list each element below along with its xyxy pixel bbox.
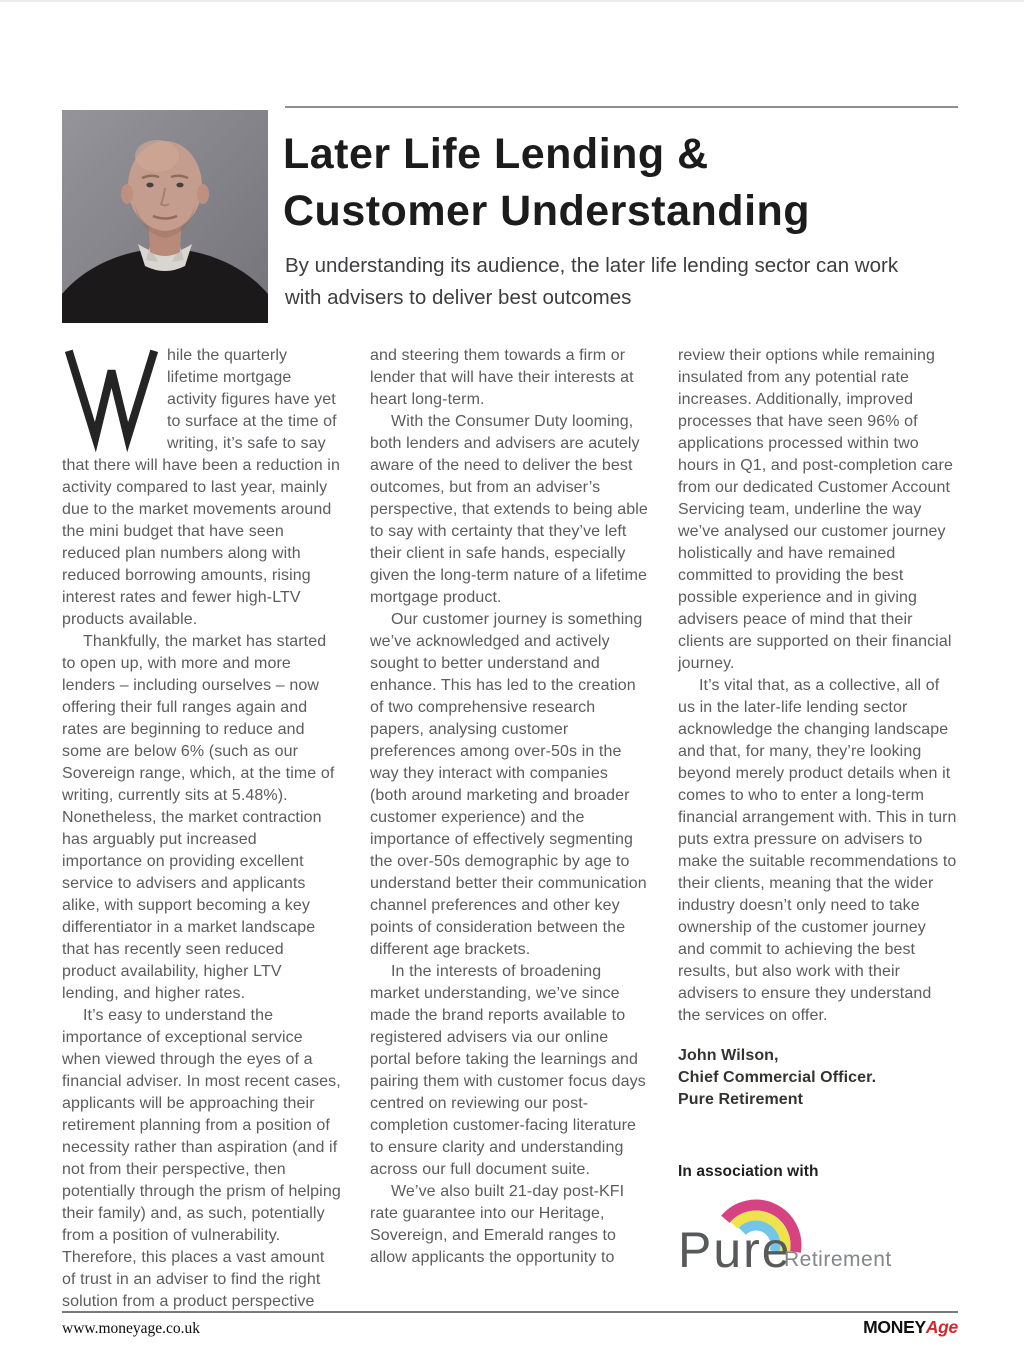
pure-logo-word: Pure xyxy=(678,1222,792,1278)
byline-line-3: Pure Retirement xyxy=(678,1091,804,1108)
article-column-3 xyxy=(678,345,957,1313)
article-column-2 xyxy=(370,345,649,1313)
article-paragraph: Thankfully, the market has started to open up, with more and more lenders – including ourselves – now offering their full ranges again and rates are beginning to reduce and some are below 6% (such as our Sovereign range, which, at the time of writing, currently sits at 5.48%). Nonetheless, the market contraction has arguably put increased importance on providing excellent service to advisers and applicants alike, with support becoming a key differentiator in a market landscape that has recently seen reduced product availability, higher LTV lending, and higher rates. xyxy=(62,633,335,1002)
article-paragraph: With the Consumer Duty looming, both lenders and advisers are acutely aware of the need to deliver the best outcomes, but from an adviser’s perspective, that extends to being able to say with certainty that they’ve left their client in safe hands, especially given the long-term nature of a lifetime mortgage product. xyxy=(370,413,648,606)
article-paragraph: review their options while remaining insulated from any potential rate increases. Additionally, improved processes that have seen 96% of applications processed within two hours in Q1, and post-completion care from our dedicated Customer Account Servicing team, underline the way we’ve analysed our customer journey holistically and have remained committed to providing the best possible experience and in giving advisers peace of mind that their clients are supported on their financial journey. xyxy=(678,347,953,672)
retirement-logo-word: Retirement xyxy=(784,1248,892,1271)
author-byline xyxy=(678,1045,957,1111)
article-paragraph: We’ve also built 21-day post-KFI rate guarantee into our Heritage, Sovereign, and Emerald ranges to allow applicants the opportunity to xyxy=(370,1183,625,1266)
article-paragraph: and steering them towards a firm or lender that will have their interests at heart long-term. xyxy=(370,347,634,408)
byline-line-1: John Wilson, xyxy=(678,1047,779,1064)
page-top-edge xyxy=(0,0,1024,2)
association-label: In association with xyxy=(678,1163,819,1180)
article-body xyxy=(62,345,958,1313)
footer-website-url: www.moneyage.co.uk xyxy=(62,1320,201,1337)
moneyage-logo-age: Age xyxy=(925,1317,958,1337)
moneyage-logo-money: MONEY xyxy=(863,1317,926,1337)
article-title-line2: Customer Understanding xyxy=(283,187,811,235)
article-title xyxy=(283,126,810,240)
standfirst-line2: with advisers to deliver best outcomes xyxy=(285,286,632,309)
pure-retirement-logo-image xyxy=(678,1193,928,1281)
author-headshot-photo xyxy=(62,110,268,323)
article-paragraph: It’s easy to understand the importance of exceptional service when viewed through the eyes of a financial adviser. In most recent cases, applicants will be approaching their retirement planning from a position of necessity rather than aspiration (and if not from their perspective, then potentially through the prism of helping their family) and, as such, potentially from a position of vulnerability. Therefore, this places a vast amount of trust in an adviser to find the right solution from a product perspective xyxy=(62,1007,341,1310)
article-title-line1: Later Life Lending & xyxy=(283,130,709,178)
byline-line-2: Chief Commercial Officer. xyxy=(678,1069,877,1086)
footer-rule xyxy=(62,1311,958,1313)
article-paragraph: Our customer journey is something we’ve acknowledged and actively sought to better understand and enhance. This has led to the creation of two comprehensive research papers, analysing customer preferences among over-50s in the way they interact with companies (both around marketing and broader customer experience) and the importance of effectively segmenting the over-50s demographic by age to understand better their communication channel preferences and other key points of consideration between the different age brackets. xyxy=(370,611,647,958)
article-column-1 xyxy=(62,345,341,1313)
article-paragraph: hile the quarterly lifetime mortgage activity figures have yet to surface at the time of writing, it’s safe to say that there will have been a reduction in activity compared to last year, mainly due to the market movements around the mini budget that have seen reduced plan numbers along with reduced borrowing amounts, rising interest rates and fewer high-LTV products available. xyxy=(62,347,340,628)
moneyage-logo xyxy=(863,1317,958,1338)
standfirst-line1: By understanding its audience, the later life lending sector can work xyxy=(285,254,899,277)
article-paragraph: It’s vital that, as a collective, all of us in the later-life lending sector acknowledge the changing landscape and that, for many, they’re looking beyond merely product details when it comes to who to enter a long-term financial arrangement with. This in turn puts extra pressure on advisers to make the suitable recommendations to their clients, meaning that the wider industry doesn’t only need to take ownership of the customer journey and commit to achieving the best results, but also work with their advisers to ensure they understand the services on offer. xyxy=(678,677,957,1024)
headshot-illustration xyxy=(62,110,268,323)
article-standfirst xyxy=(285,250,898,314)
article-paragraph: In the interests of broadening market understanding, we’ve since made the brand reports available to registered advisers via our online portal before taking the learnings and pairing them with customer focus days centred on reviewing our post-completion customer-facing literature to ensure clarity and understanding across our full document suite. xyxy=(370,963,646,1178)
drop-cap xyxy=(62,347,161,435)
pure-retirement-logo xyxy=(678,1193,957,1288)
title-rule xyxy=(285,106,958,108)
